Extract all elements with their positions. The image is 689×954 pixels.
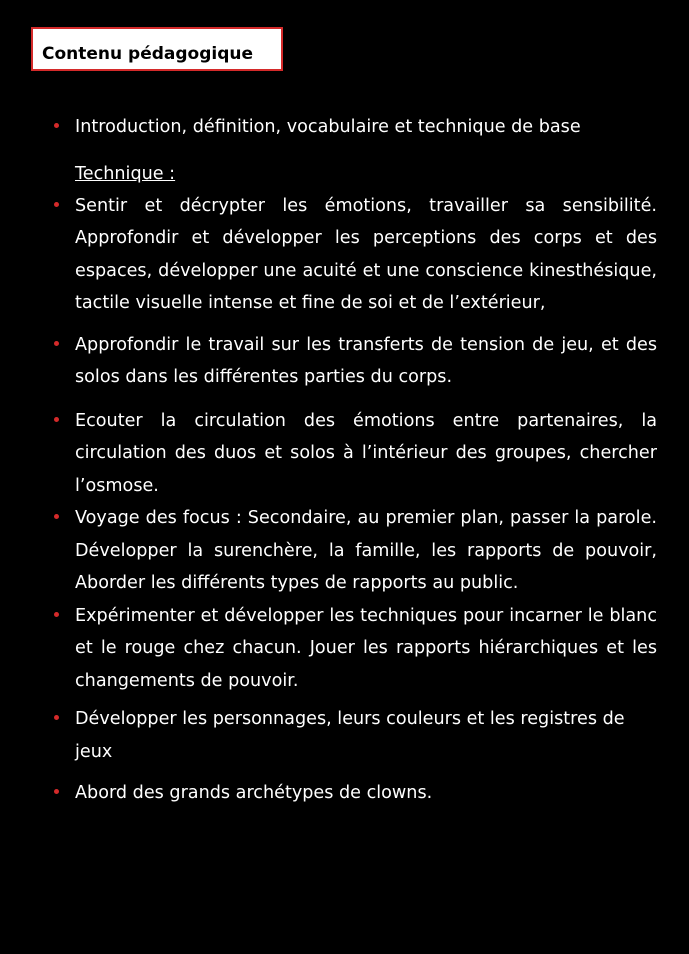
bullet-icon [54,715,59,720]
list-item-archetypes [52,777,657,810]
list-item-text: Introduction, définition, vocabulaire et technique de base [75,117,581,137]
bullet-icon [54,202,59,207]
bullet-icon [54,514,59,519]
list-item-text: Approfondir le travail sur les transferts de tension de jeu, et des solos dans les différentes parties du corps. [75,334,657,387]
list-item-blanc-rouge [52,600,657,698]
list-item-text: Sentir et décrypter les émotions, travailler sa sensibilité. Approfondir et développer les perceptions des corps et des espaces, développer une acuité et une conscience kinesthésique, tactile visuelle intense et fine de soi et de l’extérieur, [75,195,657,313]
list-item-personnages [52,703,657,768]
list-item-transferts [52,329,657,394]
bullet-list [52,111,657,810]
section-title: Contenu pédagogique [42,44,254,64]
bullet-icon [54,789,59,794]
list-item-focus [52,502,657,600]
section-title-box [31,27,283,71]
list-item-introduction [52,111,657,144]
bullet-icon [54,417,59,422]
bullet-icon [54,123,59,128]
list-item-text: Voyage des focus : Secondaire, au premier plan, passer la parole. Développer la surenchère, la famille, les rapports de pouvoir, Aborder les différents types de rapports au public. [75,508,657,593]
list-item-text: Abord des grands archétypes de clowns. [75,783,433,803]
list-item-text: Ecouter la circulation des émotions entre partenaires, la circulation des duos et solos à l’intérieur des groupes, chercher l’osmose. [75,410,657,496]
list-item-text: Expérimenter et développer les techniques pour incarner le blanc et le rouge chez chacun. Jouer les rapports hiérarchiques et les changements de pouvoir. [75,605,657,691]
bullet-icon [54,341,59,346]
list-item-emotions [52,190,657,320]
bullet-icon [54,612,59,617]
technique-subheading: Technique : [75,163,176,184]
list-item-text: Développer les personnages, leurs couleurs et les registres de jeux [75,709,625,762]
list-item-ecouter [52,405,657,503]
